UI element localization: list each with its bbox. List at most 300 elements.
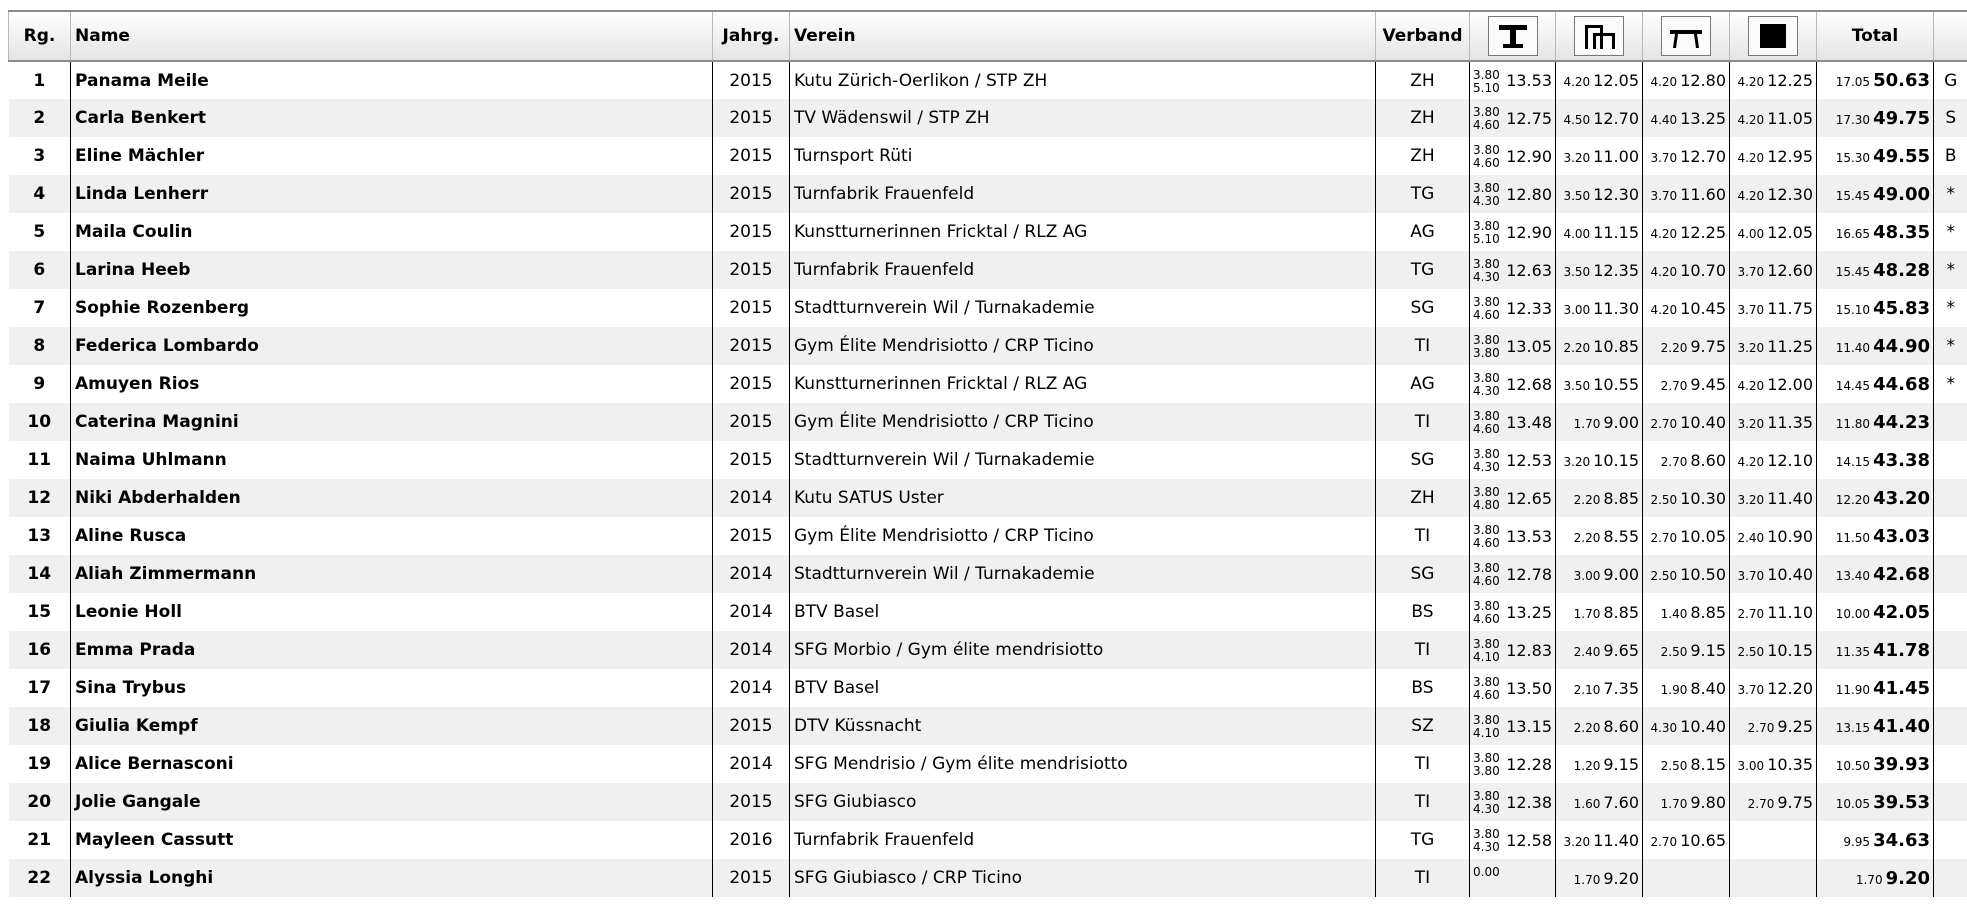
rank-cell bbox=[9, 365, 71, 403]
uneven-bars-icon bbox=[1574, 16, 1624, 56]
total-cell bbox=[1817, 783, 1934, 821]
bars-difficulty: 2.20 bbox=[1563, 340, 1591, 355]
athlete-name: Federica Lombardo bbox=[75, 336, 259, 356]
bars-score: 8.85 bbox=[1603, 488, 1639, 508]
vault-difficulty-2: 4.60 bbox=[1473, 612, 1500, 626]
floor-score-cell bbox=[1730, 289, 1817, 327]
vault-difficulty bbox=[1473, 524, 1500, 550]
year-cell bbox=[713, 99, 790, 137]
floor-score-cell bbox=[1730, 251, 1817, 289]
year-cell bbox=[713, 479, 790, 517]
medal-cell bbox=[1934, 631, 1967, 669]
medal-cell bbox=[1934, 859, 1967, 897]
vault-score: 12.53 bbox=[1506, 450, 1552, 470]
column-header-vault[interactable] bbox=[1470, 11, 1556, 61]
bars-score: 8.60 bbox=[1603, 716, 1639, 736]
total-score: 44.90 bbox=[1873, 335, 1930, 357]
floor-difficulty: 4.20 bbox=[1737, 378, 1765, 393]
column-header-medal bbox=[1934, 11, 1967, 61]
bars-score-cell bbox=[1556, 593, 1643, 631]
table-row[interactable] bbox=[9, 517, 1967, 555]
club-name: Turnsport Rüti bbox=[794, 146, 913, 166]
table-row[interactable] bbox=[9, 441, 1967, 479]
column-header-bars[interactable] bbox=[1556, 11, 1643, 61]
year-cell bbox=[713, 213, 790, 251]
bars-score: 11.00 bbox=[1593, 146, 1639, 166]
rank-value: 20 bbox=[27, 792, 52, 812]
vault-difficulty bbox=[1473, 372, 1500, 398]
medal-marker: * bbox=[1946, 184, 1955, 204]
association-code: ZH bbox=[1410, 70, 1435, 91]
bars-difficulty: 3.50 bbox=[1563, 378, 1591, 393]
rank-cell bbox=[9, 99, 71, 137]
rank-cell bbox=[9, 289, 71, 327]
bars-score-cell bbox=[1556, 289, 1643, 327]
bars-difficulty: 2.10 bbox=[1573, 682, 1601, 697]
bars-score-cell bbox=[1556, 61, 1643, 99]
vault-score: 13.25 bbox=[1506, 602, 1552, 622]
vault-difficulty-1: 3.80 bbox=[1473, 447, 1500, 461]
table-row[interactable] bbox=[9, 479, 1967, 517]
bars-score: 10.55 bbox=[1593, 374, 1639, 394]
medal-cell bbox=[1934, 745, 1967, 783]
club-cell bbox=[790, 365, 1376, 403]
vault-score: 13.53 bbox=[1506, 71, 1552, 90]
club-name: Kunstturnerinnen Fricktal / RLZ AG bbox=[794, 222, 1088, 242]
floor-score-cell bbox=[1730, 137, 1817, 175]
bars-difficulty: 1.20 bbox=[1573, 758, 1601, 773]
vault-difficulty-1: 3.80 bbox=[1473, 485, 1500, 499]
vault-score-cell bbox=[1470, 61, 1556, 99]
medal-marker: B bbox=[1944, 146, 1957, 166]
bars-score-cell bbox=[1556, 137, 1643, 175]
club-name: Turnfabrik Frauenfeld bbox=[794, 260, 975, 280]
association-cell bbox=[1376, 859, 1470, 897]
beam-score-cell bbox=[1643, 479, 1730, 517]
name-cell bbox=[71, 289, 713, 327]
vault-difficulty bbox=[1473, 220, 1500, 246]
vault-difficulty-1: 3.80 bbox=[1473, 257, 1500, 271]
beam-score-cell bbox=[1643, 441, 1730, 479]
association-code: TG bbox=[1410, 830, 1435, 850]
rank-value: 7 bbox=[33, 298, 46, 318]
athlete-name: Jolie Gangale bbox=[75, 792, 201, 812]
vault-difficulty-2: 4.30 bbox=[1473, 384, 1500, 398]
table-row[interactable] bbox=[9, 821, 1967, 859]
year-cell bbox=[713, 251, 790, 289]
vault-score-cell bbox=[1470, 365, 1556, 403]
club-name: Stadtturnverein Wil / Turnakademie bbox=[794, 450, 1095, 470]
floor-difficulty: 3.20 bbox=[1737, 340, 1765, 355]
total-difficulty: 10.00 bbox=[1835, 606, 1871, 621]
bars-difficulty: 2.40 bbox=[1573, 644, 1601, 659]
total-score: 43.20 bbox=[1873, 487, 1930, 509]
vault-score: 12.68 bbox=[1506, 374, 1552, 394]
table-row[interactable] bbox=[9, 593, 1967, 631]
beam-score: 8.85 bbox=[1690, 602, 1726, 622]
vault-difficulty-2: 4.60 bbox=[1473, 574, 1500, 588]
name-cell bbox=[71, 859, 713, 897]
vault-difficulty bbox=[1473, 182, 1500, 208]
association-code: TI bbox=[1414, 640, 1431, 660]
vault-difficulty bbox=[1473, 410, 1500, 436]
association-cell bbox=[1376, 631, 1470, 669]
vault-difficulty-1: 3.80 bbox=[1473, 675, 1500, 689]
club-cell bbox=[790, 441, 1376, 479]
club-name: Kutu Zürich-Oerlikon / STP ZH bbox=[794, 70, 1048, 91]
medal-cell bbox=[1934, 137, 1967, 175]
rank-value: 2 bbox=[33, 108, 46, 128]
vault-difficulty-1: 3.80 bbox=[1473, 219, 1500, 233]
vault-score-cell bbox=[1470, 707, 1556, 745]
column-header-beam[interactable] bbox=[1643, 11, 1730, 61]
name-cell bbox=[71, 555, 713, 593]
association-code: TG bbox=[1410, 260, 1435, 280]
rank-value: 16 bbox=[27, 640, 52, 660]
vault-difficulty-1: 3.80 bbox=[1473, 333, 1500, 347]
year-cell bbox=[713, 821, 790, 859]
name-cell bbox=[71, 669, 713, 707]
floor-difficulty: 4.20 bbox=[1737, 150, 1765, 165]
vault-score-cell bbox=[1470, 821, 1556, 859]
floor-score: 12.95 bbox=[1767, 146, 1813, 166]
year-cell bbox=[713, 175, 790, 213]
athlete-name: Amuyen Rios bbox=[75, 374, 200, 394]
bars-difficulty: 1.60 bbox=[1573, 796, 1601, 811]
bars-score: 7.60 bbox=[1603, 792, 1639, 812]
year-cell bbox=[713, 631, 790, 669]
beam-difficulty: 4.20 bbox=[1650, 226, 1678, 241]
bars-difficulty: 3.50 bbox=[1563, 188, 1591, 203]
column-header-association[interactable]: Verband bbox=[1376, 11, 1470, 61]
total-difficulty: 16.65 bbox=[1835, 226, 1871, 241]
vault-difficulty-2: 4.30 bbox=[1473, 460, 1500, 474]
table-row[interactable] bbox=[9, 289, 1967, 327]
beam-difficulty: 3.70 bbox=[1650, 150, 1678, 165]
association-code: SG bbox=[1410, 298, 1435, 318]
club-name: Kunstturnerinnen Fricktal / RLZ AG bbox=[794, 374, 1088, 394]
vault-difficulty bbox=[1473, 714, 1500, 740]
total-difficulty: 10.50 bbox=[1835, 758, 1871, 773]
medal-marker: * bbox=[1946, 222, 1955, 242]
floor-score: 10.40 bbox=[1767, 564, 1813, 584]
bars-score: 12.30 bbox=[1593, 184, 1639, 204]
medal-marker: * bbox=[1946, 298, 1955, 318]
table-row[interactable] bbox=[9, 137, 1967, 175]
vault-score-cell bbox=[1470, 441, 1556, 479]
name-cell bbox=[71, 137, 713, 175]
bars-score: 9.00 bbox=[1603, 564, 1639, 584]
table-row[interactable] bbox=[9, 251, 1967, 289]
floor-score: 12.00 bbox=[1767, 374, 1813, 394]
table-row[interactable] bbox=[9, 669, 1967, 707]
beam-score-cell bbox=[1643, 213, 1730, 251]
rank-cell bbox=[9, 593, 71, 631]
vault-score: 12.65 bbox=[1506, 488, 1552, 508]
rank-value: 6 bbox=[33, 260, 46, 280]
total-difficulty: 11.50 bbox=[1835, 530, 1871, 545]
beam-score-cell bbox=[1643, 859, 1730, 897]
floor-score-cell bbox=[1730, 479, 1817, 517]
club-name: Kutu SATUS Uster bbox=[794, 488, 944, 508]
bars-score-cell bbox=[1556, 479, 1643, 517]
floor-difficulty: 4.20 bbox=[1737, 112, 1765, 127]
table-row[interactable] bbox=[9, 631, 1967, 669]
total-score: 48.28 bbox=[1873, 259, 1930, 281]
vault-difficulty bbox=[1473, 144, 1500, 170]
bars-score-cell bbox=[1556, 365, 1643, 403]
club-cell bbox=[790, 327, 1376, 365]
floor-difficulty: 2.40 bbox=[1737, 530, 1765, 545]
beam-score: 10.40 bbox=[1680, 716, 1726, 736]
column-header-floor[interactable] bbox=[1730, 11, 1817, 61]
rank-cell bbox=[9, 137, 71, 175]
athlete-name: Aline Rusca bbox=[75, 526, 187, 546]
column-header-total[interactable]: Total bbox=[1817, 11, 1934, 61]
rank-cell bbox=[9, 745, 71, 783]
vault-score: 13.48 bbox=[1506, 412, 1552, 432]
rank-value: 18 bbox=[27, 716, 52, 736]
association-cell bbox=[1376, 821, 1470, 859]
year-cell bbox=[713, 707, 790, 745]
medal-cell bbox=[1934, 517, 1967, 555]
beam-difficulty: 1.40 bbox=[1660, 606, 1688, 621]
athlete-name: Eline Mächler bbox=[75, 146, 205, 166]
medal-cell bbox=[1934, 213, 1967, 251]
column-header-club[interactable]: Verein bbox=[790, 11, 1376, 61]
vault-difficulty bbox=[1473, 106, 1500, 132]
name-cell bbox=[71, 707, 713, 745]
vault-difficulty-1: 3.80 bbox=[1473, 599, 1500, 613]
medal-cell bbox=[1934, 365, 1967, 403]
beam-difficulty: 4.20 bbox=[1650, 264, 1678, 279]
total-difficulty: 13.40 bbox=[1835, 568, 1871, 583]
club-cell bbox=[790, 99, 1376, 137]
club-cell bbox=[790, 403, 1376, 441]
beam-score: 10.05 bbox=[1680, 526, 1726, 546]
beam-score: 8.60 bbox=[1690, 450, 1726, 470]
birth-year: 2015 bbox=[729, 868, 773, 888]
vault-score-cell bbox=[1470, 479, 1556, 517]
floor-difficulty: 2.70 bbox=[1747, 720, 1775, 735]
athlete-name: Alyssia Longhi bbox=[75, 868, 214, 888]
athlete-name: Niki Abderhalden bbox=[75, 488, 241, 508]
rank-cell bbox=[9, 61, 71, 99]
table-row[interactable] bbox=[9, 61, 1967, 99]
beam-score-cell bbox=[1643, 821, 1730, 859]
rank-value: 10 bbox=[27, 412, 52, 432]
beam-difficulty: 1.90 bbox=[1660, 682, 1688, 697]
floor-difficulty: 2.70 bbox=[1747, 796, 1775, 811]
table-row[interactable] bbox=[9, 213, 1967, 251]
vault-difficulty-2: 4.60 bbox=[1473, 536, 1500, 550]
name-cell bbox=[71, 61, 713, 99]
vault-difficulty-2: 3.80 bbox=[1473, 346, 1500, 360]
name-cell bbox=[71, 745, 713, 783]
total-cell bbox=[1817, 593, 1934, 631]
table-row[interactable] bbox=[9, 403, 1967, 441]
vault-score-cell bbox=[1470, 859, 1556, 897]
vault-score: 12.38 bbox=[1506, 792, 1552, 812]
birth-year: 2015 bbox=[729, 526, 773, 546]
name-cell bbox=[71, 783, 713, 821]
floor-score: 12.30 bbox=[1767, 184, 1813, 204]
association-cell bbox=[1376, 251, 1470, 289]
beam-difficulty: 2.70 bbox=[1650, 530, 1678, 545]
table-row[interactable] bbox=[9, 99, 1967, 137]
year-cell bbox=[713, 327, 790, 365]
floor-difficulty: 4.20 bbox=[1737, 75, 1765, 89]
association-code: BS bbox=[1411, 602, 1434, 622]
club-name: BTV Basel bbox=[794, 602, 880, 622]
vault-score: 12.33 bbox=[1506, 298, 1552, 318]
medal-cell bbox=[1934, 175, 1967, 213]
total-difficulty: 11.35 bbox=[1835, 644, 1871, 659]
column-header-rank[interactable]: Rg. bbox=[9, 11, 71, 61]
vault-difficulty bbox=[1473, 600, 1500, 626]
club-cell bbox=[790, 783, 1376, 821]
vault-difficulty-2: 4.60 bbox=[1473, 688, 1500, 702]
club-cell bbox=[790, 555, 1376, 593]
floor-score-cell bbox=[1730, 745, 1817, 783]
total-cell bbox=[1817, 251, 1934, 289]
bars-difficulty: 2.20 bbox=[1573, 492, 1601, 507]
vault-difficulty-2: 4.30 bbox=[1473, 270, 1500, 284]
rank-cell bbox=[9, 555, 71, 593]
name-cell bbox=[71, 631, 713, 669]
table-row[interactable] bbox=[9, 859, 1967, 897]
beam-score-cell bbox=[1643, 61, 1730, 99]
association-code: TI bbox=[1414, 792, 1431, 812]
association-code: SG bbox=[1410, 450, 1435, 470]
vault-difficulty-2: 4.80 bbox=[1473, 498, 1500, 512]
floor-score-cell bbox=[1730, 631, 1817, 669]
athlete-name: Panama Meile bbox=[75, 70, 209, 91]
bars-difficulty: 1.70 bbox=[1573, 606, 1601, 621]
association-cell bbox=[1376, 669, 1470, 707]
total-cell bbox=[1817, 821, 1934, 859]
table-row[interactable] bbox=[9, 175, 1967, 213]
total-difficulty: 11.40 bbox=[1835, 340, 1871, 355]
floor-score-cell bbox=[1730, 99, 1817, 137]
birth-year: 2014 bbox=[729, 678, 773, 698]
floor-difficulty: 4.20 bbox=[1737, 188, 1765, 203]
vault-score: 12.63 bbox=[1506, 260, 1552, 280]
beam-difficulty: 2.70 bbox=[1650, 416, 1678, 431]
medal-marker: * bbox=[1946, 374, 1955, 394]
bars-difficulty: 3.00 bbox=[1573, 568, 1601, 583]
floor-icon bbox=[1748, 16, 1798, 56]
bars-score: 11.15 bbox=[1593, 222, 1639, 242]
vault-icon bbox=[1488, 16, 1538, 56]
medal-cell bbox=[1934, 479, 1967, 517]
table-row[interactable] bbox=[9, 555, 1967, 593]
association-code: TI bbox=[1414, 754, 1431, 774]
total-cell bbox=[1817, 61, 1934, 99]
vault-score: 13.05 bbox=[1506, 336, 1552, 356]
birth-year: 2014 bbox=[729, 564, 773, 584]
table-row[interactable] bbox=[9, 327, 1967, 365]
total-score: 43.38 bbox=[1873, 449, 1930, 471]
table-row[interactable] bbox=[9, 707, 1967, 745]
total-score: 39.53 bbox=[1873, 791, 1930, 813]
birth-year: 2015 bbox=[729, 374, 773, 394]
bars-score-cell bbox=[1556, 859, 1643, 897]
table-row[interactable] bbox=[9, 745, 1967, 783]
floor-score: 11.75 bbox=[1767, 298, 1813, 318]
floor-score-cell bbox=[1730, 365, 1817, 403]
beam-score: 8.15 bbox=[1690, 754, 1726, 774]
total-score: 34.63 bbox=[1873, 829, 1930, 851]
total-cell bbox=[1817, 517, 1934, 555]
athlete-name: Sina Trybus bbox=[75, 678, 187, 698]
beam-score-cell bbox=[1643, 593, 1730, 631]
total-cell bbox=[1817, 441, 1934, 479]
floor-difficulty: 2.70 bbox=[1737, 606, 1765, 621]
year-cell bbox=[713, 289, 790, 327]
vault-score-cell bbox=[1470, 631, 1556, 669]
floor-difficulty: 2.50 bbox=[1737, 644, 1765, 659]
vault-difficulty bbox=[1473, 334, 1500, 360]
vault-score-cell bbox=[1470, 517, 1556, 555]
vault-difficulty-2: 4.30 bbox=[1473, 194, 1500, 208]
medal-cell bbox=[1934, 61, 1967, 99]
rank-cell bbox=[9, 441, 71, 479]
beam-difficulty: 2.50 bbox=[1660, 644, 1688, 659]
athlete-name: Emma Prada bbox=[75, 640, 196, 660]
column-header-year[interactable]: Jahrg. bbox=[713, 11, 790, 61]
club-name: Gym Élite Mendrisiotto / CRP Ticino bbox=[794, 412, 1094, 432]
name-cell bbox=[71, 479, 713, 517]
club-name: SFG Giubiasco / CRP Ticino bbox=[794, 868, 1023, 888]
rank-cell bbox=[9, 479, 71, 517]
rank-cell bbox=[9, 175, 71, 213]
name-cell bbox=[71, 593, 713, 631]
medal-cell bbox=[1934, 707, 1967, 745]
vault-score-cell bbox=[1470, 175, 1556, 213]
bars-score-cell bbox=[1556, 555, 1643, 593]
floor-difficulty: 3.70 bbox=[1737, 302, 1765, 317]
club-name: SFG Morbio / Gym élite mendrisiotto bbox=[794, 640, 1104, 660]
bars-difficulty: 4.50 bbox=[1563, 112, 1591, 127]
rank-cell bbox=[9, 707, 71, 745]
table-row[interactable] bbox=[9, 783, 1967, 821]
medal-cell bbox=[1934, 821, 1967, 859]
rank-cell bbox=[9, 669, 71, 707]
bars-difficulty: 2.20 bbox=[1573, 530, 1601, 545]
athlete-name: Larina Heeb bbox=[75, 260, 191, 280]
association-code: TG bbox=[1410, 184, 1435, 204]
year-cell bbox=[713, 669, 790, 707]
beam-score: 10.40 bbox=[1680, 412, 1726, 432]
medal-cell bbox=[1934, 593, 1967, 631]
table-row[interactable] bbox=[9, 365, 1967, 403]
club-cell bbox=[790, 631, 1376, 669]
athlete-name: Alice Bernasconi bbox=[75, 754, 234, 774]
floor-score: 9.25 bbox=[1777, 716, 1813, 736]
column-header-name[interactable]: Name bbox=[71, 11, 713, 61]
club-name: Turnfabrik Frauenfeld bbox=[794, 184, 975, 204]
birth-year: 2015 bbox=[729, 792, 773, 812]
rank-value: 4 bbox=[33, 184, 46, 204]
total-difficulty: 1.70 bbox=[1855, 872, 1883, 887]
medal-cell bbox=[1934, 669, 1967, 707]
club-name: DTV Küssnacht bbox=[794, 716, 922, 736]
beam-score-cell bbox=[1643, 669, 1730, 707]
bars-score: 9.20 bbox=[1603, 868, 1639, 888]
beam-difficulty: 2.20 bbox=[1660, 340, 1688, 355]
year-cell bbox=[713, 555, 790, 593]
